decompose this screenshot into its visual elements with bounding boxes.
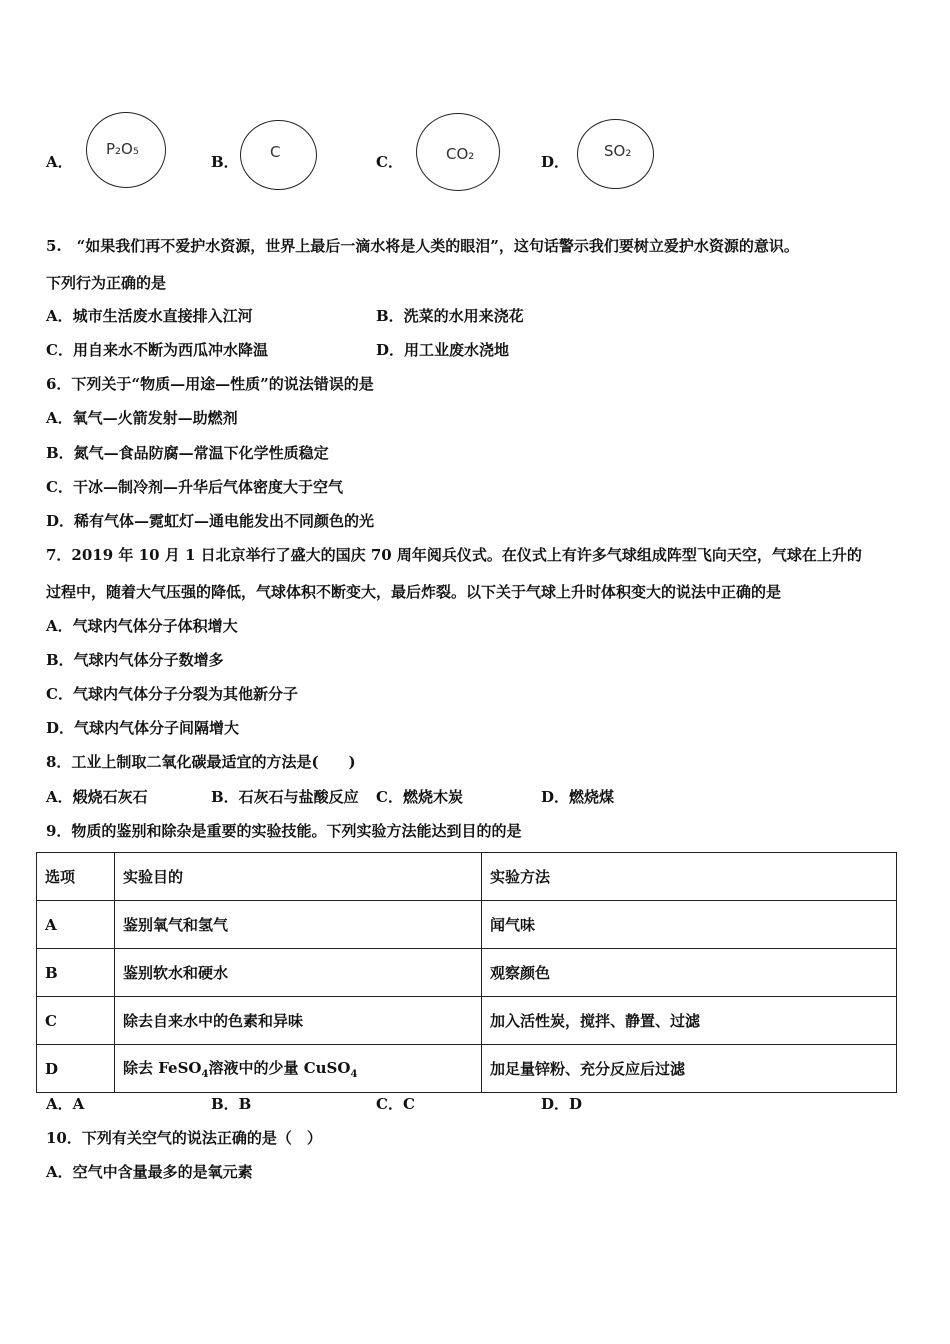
table-header-purpose: 实验目的: [115, 853, 482, 901]
table-cell-option: A: [37, 901, 115, 949]
q9-option-c[interactable]: C．C: [376, 1095, 415, 1113]
q8-option-d[interactable]: D．燃烧煤: [541, 788, 615, 806]
table-row: [37, 1045, 897, 1093]
table-cell-option: C: [37, 997, 115, 1045]
q8-option-c[interactable]: C．燃烧木炭: [376, 788, 463, 806]
table-cell-method: 闻气味: [482, 901, 897, 949]
table-cell-option: B: [37, 949, 115, 997]
table-cell-purpose: 鉴别氧气和氢气: [115, 901, 482, 949]
q6-option-c[interactable]: C．干冰—制冷剂—升华后气体密度大于空气: [46, 478, 343, 496]
table-cell-option: D: [37, 1045, 115, 1093]
q4-option-d-label[interactable]: D．: [541, 153, 570, 171]
table-row: [37, 949, 897, 997]
q7-option-b[interactable]: B．气球内气体分子数增多: [46, 651, 224, 669]
q4-option-a-label[interactable]: A．: [46, 153, 73, 171]
q9-stem: 9．物质的鉴别和除杂是重要的实验技能。下列实验方法能达到目的的是: [46, 822, 522, 840]
purpose-text-pre: 除去 FeSO: [123, 1059, 202, 1077]
table-cell-purpose: 除去自来水中的色素和异味: [115, 997, 482, 1045]
q9-option-a[interactable]: A．A: [46, 1095, 85, 1113]
q10-stem: 10．下列有关空气的说法正确的是（ ）: [46, 1129, 322, 1147]
q8-option-b[interactable]: B．石灰石与盐酸反应: [211, 788, 359, 806]
q6-option-d[interactable]: D．稀有气体—霓虹灯—通电能发出不同颜色的光: [46, 512, 375, 530]
q6-stem: 6．下列关于“物质—用途—性质”的说法错误的是: [46, 375, 374, 393]
q6-option-a[interactable]: A．氧气—火箭发射—助燃剂: [46, 409, 238, 427]
table-cell-purpose: 鉴别软水和硬水: [115, 949, 482, 997]
q5-option-c[interactable]: C．用自来水不断为西瓜冲水降温: [46, 341, 268, 359]
q5-stem-line-1: 5. “如果我们再不爱护水资源，世界上最后一滴水将是人类的眼泪”，这句话警示我们要树立爱护水资源的意识。: [46, 237, 799, 255]
table-header-method: 实验方法: [482, 853, 897, 901]
table-cell-method: 观察颜色: [482, 949, 897, 997]
table-cell-purpose: [115, 1045, 482, 1093]
subscript: 4: [201, 1069, 209, 1080]
q10-option-a[interactable]: A．空气中含量最多的是氧元素: [46, 1163, 253, 1181]
q5-option-a[interactable]: A．城市生活废水直接排入江河: [46, 307, 253, 325]
table-cell-method: 加足量锌粉、充分反应后过滤: [482, 1045, 897, 1093]
q7-option-c[interactable]: C．气球内气体分子分裂为其他新分子: [46, 685, 298, 703]
q4-option-b-label[interactable]: B．: [211, 153, 239, 171]
q5-option-d[interactable]: D．用工业废水浇地: [376, 341, 510, 359]
q8-option-a[interactable]: A．煅烧石灰石: [46, 788, 148, 806]
q4-option-a-formula: P₂O₅: [106, 140, 139, 158]
table-row: [37, 901, 897, 949]
q7-stem-line-2: 过程中，随着大气压强的降低，气球体积不断变大，最后炸裂。以下关于气球上升时体积变大的说法中正确的是: [46, 583, 782, 601]
q4-option-c-formula: CO₂: [446, 145, 475, 163]
q7-stem-line-1: 7．2019 年 10 月 1 日北京举行了盛大的国庆 70 周年阅兵仪式。在仪式上有许多气球组成阵型飞向天空，气球在上升的: [46, 546, 862, 564]
q4-option-b-formula: C: [270, 143, 281, 161]
q5-option-b[interactable]: B．洗菜的水用来浇花: [376, 307, 524, 325]
table-header-row: [37, 853, 897, 901]
q6-option-b[interactable]: B．氮气—食品防腐—常温下化学性质稳定: [46, 444, 329, 462]
q7-option-a[interactable]: A．气球内气体分子体积增大: [46, 617, 238, 635]
q5-stem-line-2: 下列行为正确的是: [46, 274, 167, 292]
q9-experiment-table: [36, 852, 897, 1093]
q8-stem: 8．工业上制取二氧化碳最适宜的方法是( ): [46, 753, 356, 771]
q9-option-d[interactable]: D．D: [541, 1095, 583, 1113]
table-header-option: 选项: [37, 853, 115, 901]
q4-option-d-formula: SO₂: [604, 142, 632, 160]
table-cell-method: 加入活性炭，搅拌、静置、过滤: [482, 997, 897, 1045]
q9-option-b[interactable]: B．B: [211, 1095, 252, 1113]
q7-option-d[interactable]: D．气球内气体分子间隔增大: [46, 719, 240, 737]
q4-option-c-label[interactable]: C．: [376, 153, 403, 171]
subscript: 4: [350, 1069, 358, 1080]
table-row: [37, 997, 897, 1045]
purpose-text-mid: 溶液中的少量 CuSO: [208, 1059, 351, 1077]
